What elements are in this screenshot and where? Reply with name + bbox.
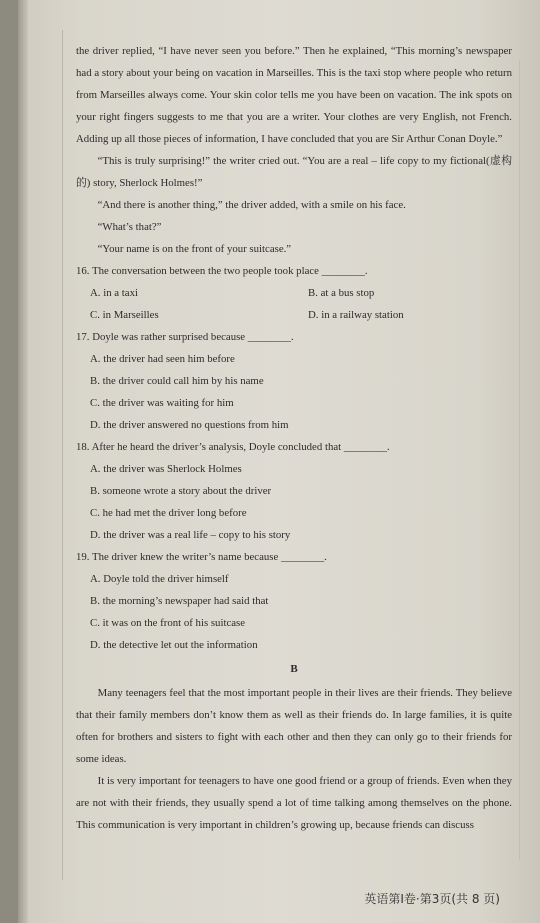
question-stem: 17. Doyle was rather surprised because ________.: [76, 331, 294, 343]
option-b: B. someone wrote a story about the driver: [90, 485, 272, 497]
option-b: B. at a bus stop: [308, 287, 375, 299]
passage-b: [76, 682, 512, 836]
question-17: [76, 326, 512, 436]
option-a: A. Doyle told the driver himself: [90, 573, 229, 585]
option-c: C. the driver was waiting for him: [90, 397, 234, 409]
left-margin-line: [62, 30, 63, 880]
passage-b-paragraph-1: Many teenagers feel that the most important people in their lives are their friends. They believe that their family members don’t know them as well as their friends do. In large families, it is quite often for brothers and sisters to fight with each other and then they can only go to their friends for some ideas.: [76, 687, 512, 765]
right-margin-line: [519, 60, 520, 860]
passage-a: [76, 40, 512, 260]
question-16: [76, 260, 512, 326]
option-d: D. the driver answered no questions from him: [90, 419, 289, 431]
option-c: C. it was on the front of his suitcase: [90, 617, 246, 629]
question-stem: 18. After he heard the driver’s analysis, Doyle concluded that ________.: [76, 441, 390, 453]
option-d: D. the detective let out the information: [90, 639, 258, 651]
option-c: C. in Marseilles: [90, 309, 159, 321]
option-a: A. the driver was Sherlock Holmes: [90, 463, 242, 475]
passage-a-paragraph-5: “Your name is on the front of your suitcase.”: [97, 243, 292, 255]
exam-page: [18, 0, 540, 923]
option-b: B. the morning’s newspaper had said that: [90, 595, 269, 607]
page-fold-shadow: [18, 0, 28, 923]
passage-a-paragraph-1: the driver replied, “I have never seen you before.” Then he explained, “This morning’s newspaper had a story about your being on vacation in Marseilles. This is the taxi stop where people who return from Marseilles always come. Your skin color tells me you have been on vacation. The ink spots on your right fingers suggests to me that you are a writer. Your clothes are very English, not French. Adding up all those pieces of information, I have concluded that you are Sir Arthur Conan Doyle.”: [76, 45, 512, 145]
passage-a-paragraph-2: “This is truly surprising!” the writer cried out. “You are a real – life copy to my fictional(虚构的) story, Sherlock Holmes!”: [76, 155, 512, 189]
question-stem: 16. The conversation between the two people took place ________.: [76, 265, 368, 277]
option-a: A. the driver had seen him before: [90, 353, 235, 365]
section-b-heading: B: [290, 663, 298, 675]
option-b: B. the driver could call him by his name: [90, 375, 264, 387]
option-d: D. the driver was a real life – copy to his story: [90, 529, 291, 541]
page-footer: 英语第Ⅰ卷·第3页(共 8 页): [364, 892, 500, 906]
question-stem: 19. The driver knew the writer’s name because ________.: [76, 551, 327, 563]
passage-b-paragraph-2: It is very important for teenagers to have one good friend or a group of friends. Even when they are not with their friends, they usually spend a lot of time talking among themselves on the phone. This communication is very important in children’s growing up, because friends can discuss: [76, 775, 512, 831]
passage-a-paragraph-3: “And there is another thing,” the driver added, with a smile on his face.: [97, 199, 406, 211]
option-d: D. in a railway station: [308, 309, 404, 321]
option-c: C. he had met the driver long before: [90, 507, 247, 519]
question-19: [76, 546, 512, 656]
question-18: [76, 436, 512, 546]
option-a: A. in a taxi: [90, 287, 138, 299]
passage-a-paragraph-4: “What’s that?”: [97, 221, 162, 233]
